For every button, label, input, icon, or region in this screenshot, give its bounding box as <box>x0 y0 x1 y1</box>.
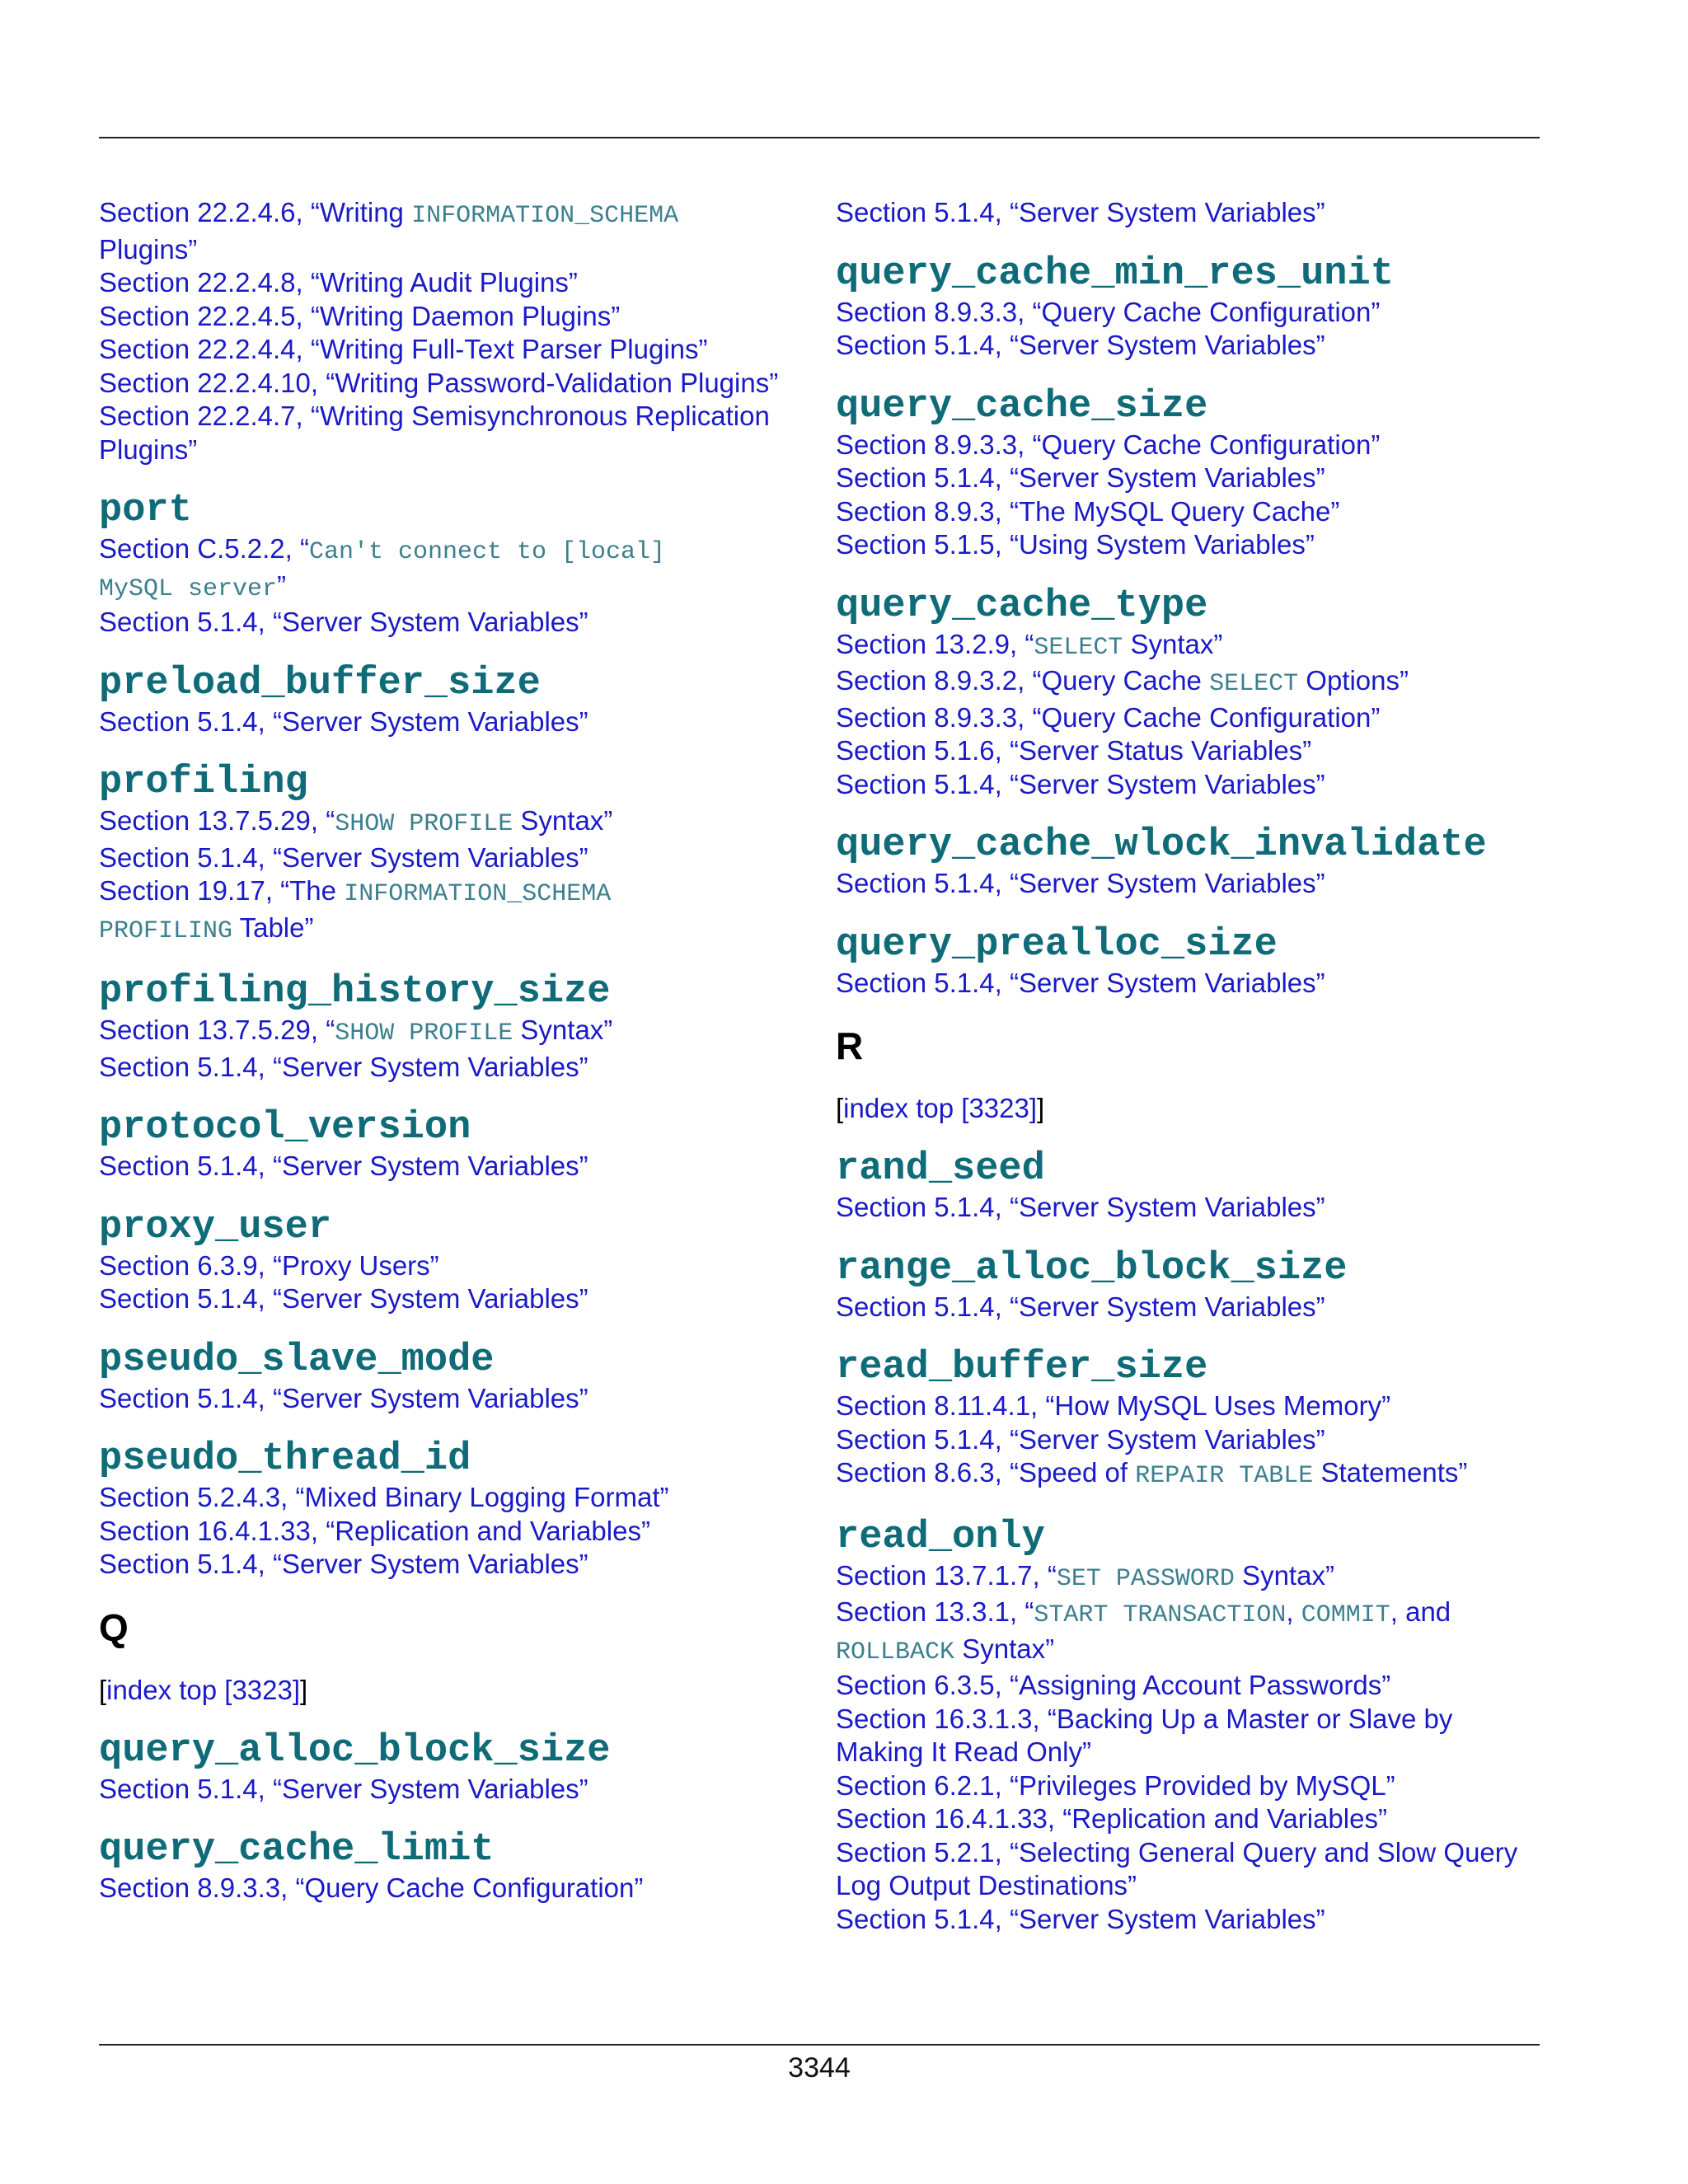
index-term: read_buffer_size <box>836 1346 1208 1390</box>
bracket-close: ] <box>1037 1093 1045 1123</box>
section-reference-link[interactable] <box>836 1669 1545 1703</box>
entries-after-q <box>99 1730 808 1905</box>
section-reference-link[interactable] <box>836 296 1545 330</box>
reference-text: Making It Read Only” <box>836 1736 1091 1767</box>
reference-text: Section 13.7.5.29, “ <box>99 1015 335 1045</box>
index-top-link-line <box>99 1674 808 1707</box>
reference-text: Section 5.1.4, “Server System Variables” <box>836 768 1325 799</box>
index-entry <box>99 1438 808 1582</box>
section-reference-link[interactable] <box>99 196 808 233</box>
section-reference-link[interactable] <box>99 1051 808 1085</box>
reference-text: Section 5.1.4, “Server System Variables” <box>836 868 1325 898</box>
index-top-link[interactable]: index top [3323] <box>106 1674 301 1705</box>
section-reference-link[interactable] <box>836 1836 1545 1870</box>
section-reference-link[interactable] <box>836 462 1545 495</box>
reference-text: Table” <box>232 912 314 943</box>
section-reference-link[interactable] <box>836 1596 1545 1633</box>
reference-text: Section 22.2.4.4, “Writing Full-Text Parser Plugins” <box>99 334 708 364</box>
section-reference-link[interactable] <box>99 1515 808 1549</box>
code-literal: SHOW PROFILE <box>335 810 513 838</box>
letter-heading-r: R <box>836 1024 864 1067</box>
reference-text: Section 5.1.6, “Server Status Variables” <box>836 735 1312 766</box>
index-entry <box>836 1148 1545 1225</box>
reference-text: Syntax” <box>513 1015 613 1045</box>
reference-text: Section 5.1.4, “Server System Variables” <box>836 462 1325 493</box>
bracket-open: [ <box>99 1674 107 1705</box>
section-reference-link[interactable] <box>99 1872 808 1905</box>
reference-text: Section 6.2.1, “Privileges Provided by MySQL” <box>836 1769 1395 1801</box>
reference-text: Section 19.17, “The <box>99 875 345 906</box>
reference-text: Syntax” <box>513 805 613 836</box>
section-reference-link[interactable] <box>836 1456 1545 1493</box>
index-top-link[interactable]: index top [3323] <box>843 1093 1038 1123</box>
section-reference-link[interactable] <box>99 333 808 367</box>
reference-text: Section 5.1.4, “Server System Variables” <box>99 705 588 737</box>
index-entry <box>836 924 1545 1001</box>
reference-text: Section 22.2.4.10, “Writing Password-Validation Plugins” <box>99 367 779 398</box>
code-literal: Can't connect to [local] <box>308 538 666 566</box>
index-entry <box>836 386 1545 562</box>
reference-text: Section 22.2.4.5, “Writing Daemon Plugins” <box>99 300 621 331</box>
reference-text: Section 5.2.1, “Selecting General Query and Slow Query <box>836 1836 1518 1868</box>
section-reference-link[interactable] <box>99 266 808 300</box>
section-reference-link[interactable] <box>836 196 1545 230</box>
section-reference-link[interactable] <box>836 768 1545 802</box>
code-literal: COMMIT <box>1301 1601 1390 1629</box>
entries-before-r <box>836 253 1545 1001</box>
index-term: preload_buffer_size <box>99 661 541 705</box>
index-entry <box>99 971 808 1084</box>
index-entry <box>99 1107 808 1183</box>
reference-text: Section 8.9.3.3, “Query Cache Configuration” <box>836 429 1381 460</box>
code-literal: START TRANSACTION <box>1034 1601 1287 1629</box>
index-entry <box>836 1248 1545 1324</box>
index-entry <box>836 1347 1545 1493</box>
reference-text: Section 5.1.4, “Server System Variables” <box>99 1382 588 1413</box>
reference-text: , <box>1286 1596 1301 1627</box>
index-term: query_cache_min_res_unit <box>836 251 1394 296</box>
reference-text: Log Output Destinations” <box>836 1870 1137 1900</box>
code-literal: SELECT <box>1034 633 1123 662</box>
section-reference-link[interactable] <box>836 734 1545 768</box>
section-reference-link[interactable] <box>99 1249 808 1283</box>
reference-text: Section 5.1.4, “Server System Variables” <box>836 1903 1325 1934</box>
reference-text: Section 22.2.4.8, “Writing Audit Plugins” <box>99 267 578 298</box>
index-term: pseudo_slave_mode <box>99 1338 495 1382</box>
index-entry <box>836 1516 1545 1937</box>
index-term: range_alloc_block_size <box>836 1246 1348 1291</box>
reference-text: Syntax” <box>954 1633 1055 1664</box>
left-column <box>99 196 808 1905</box>
index-term: query_prealloc_size <box>836 922 1278 967</box>
reference-text: Section 8.11.4.1, “How MySQL Uses Memory” <box>836 1390 1391 1421</box>
section-reference-link[interactable] <box>836 1390 1545 1423</box>
reference-text: Section 5.1.4, “Server System Variables” <box>836 1423 1325 1455</box>
index-term: proxy_user <box>99 1205 332 1249</box>
index-top-link-line <box>836 1092 1545 1125</box>
reference-text: Section 5.1.4, “Server System Variables” <box>99 1051 588 1082</box>
code-literal: MySQL server <box>99 574 278 603</box>
reference-text: Section 16.4.1.33, “Replication and Variables” <box>836 1803 1387 1834</box>
reference-text: Statements” <box>1313 1457 1468 1488</box>
section-reference-link[interactable] <box>99 705 808 739</box>
reference-text: Section 8.9.3.3, “Query Cache Configuration” <box>836 701 1381 733</box>
section-reference-link[interactable] <box>99 300 808 334</box>
section-reference-link[interactable] <box>99 912 808 949</box>
section-reference-link[interactable] <box>99 1014 808 1051</box>
section-reference-link[interactable] <box>99 1382 808 1416</box>
reference-text: Section 5.2.4.3, “Mixed Binary Logging Format” <box>99 1482 669 1512</box>
reference-text: Syntax” <box>1234 1559 1334 1591</box>
code-literal: SET PASSWORD <box>1056 1564 1235 1593</box>
section-reference-link[interactable] <box>99 367 808 401</box>
index-entry <box>99 490 808 640</box>
section-reference-link[interactable] <box>836 1703 1545 1736</box>
index-term: read_only <box>836 1515 1045 1559</box>
reference-text: ” <box>277 569 287 601</box>
section-reference-link[interactable] <box>836 495 1545 529</box>
index-entry <box>99 1207 808 1316</box>
section-reference-link[interactable] <box>836 528 1545 562</box>
index-term: query_cache_wlock_invalidate <box>836 823 1487 867</box>
index-entry <box>836 585 1545 802</box>
index-entry <box>99 1730 808 1807</box>
reference-text: Section 13.2.9, “ <box>836 628 1034 659</box>
section-reference-link[interactable] <box>836 1903 1545 1937</box>
section-reference-link[interactable] <box>99 1150 808 1183</box>
reference-text: Section 8.6.3, “Speed of <box>836 1457 1136 1488</box>
reference-text: Section 16.3.1.3, “Backing Up a Master or Slave by <box>836 1703 1453 1734</box>
reference-text: Section 13.7.5.29, “ <box>99 805 335 836</box>
index-entry <box>836 824 1545 901</box>
reference-text: Syntax” <box>1123 628 1223 659</box>
index-term: query_alloc_block_size <box>99 1728 611 1773</box>
reference-text: Section 5.1.4, “Server System Variables” <box>836 197 1325 227</box>
reference-text: Section 16.4.1.33, “Replication and Variables” <box>99 1515 650 1546</box>
section-reference-link[interactable] <box>99 532 808 569</box>
index-entry <box>99 1339 808 1416</box>
continued-refs <box>99 196 808 466</box>
index-term: query_cache_type <box>836 583 1208 628</box>
reference-text: Section 22.2.4.7, “Writing Semisynchronous Replication <box>99 401 770 431</box>
reference-text: Section 13.3.1, “ <box>836 1596 1034 1627</box>
index-term: query_cache_limit <box>99 1828 495 1872</box>
reference-text: Section 8.9.3.3, “Query Cache Configuration” <box>836 296 1381 327</box>
section-reference-link[interactable] <box>99 1548 808 1582</box>
reference-text: Section 5.1.4, “Server System Variables” <box>99 841 588 873</box>
section-reference-link[interactable] <box>99 434 808 467</box>
section-reference-link[interactable] <box>836 329 1545 363</box>
index-term: query_cache_size <box>836 384 1208 429</box>
code-literal: ROLLBACK <box>836 1638 955 1666</box>
section-reference-link[interactable] <box>99 1481 808 1515</box>
section-reference-link[interactable] <box>99 804 808 841</box>
section-reference-link[interactable] <box>99 233 808 267</box>
reference-text: Section 5.1.4, “Server System Variables” <box>99 607 588 637</box>
section-reference-link[interactable] <box>99 606 808 640</box>
code-literal: SELECT <box>1209 670 1299 698</box>
reference-text: Section 5.1.4, “Server System Variables” <box>99 1773 588 1804</box>
index-entry <box>99 663 808 739</box>
reference-text: Options” <box>1298 665 1409 696</box>
section-reference-link[interactable] <box>836 429 1545 462</box>
section-reference-link[interactable] <box>99 841 808 875</box>
section-reference-link[interactable] <box>836 664 1545 701</box>
code-literal: INFORMATION_SCHEMA <box>411 202 679 230</box>
reference-text: Section 8.9.3.2, “Query Cache <box>836 665 1210 696</box>
code-literal: INFORMATION_SCHEMA <box>344 880 612 908</box>
section-reference-link[interactable] <box>836 1633 1545 1670</box>
reference-text: Section 22.2.4.6, “Writing <box>99 197 412 227</box>
reference-text: Section 6.3.9, “Proxy Users” <box>99 1249 439 1281</box>
page-number: 3344 <box>788 2052 851 2083</box>
reference-text: , and <box>1390 1596 1451 1627</box>
section-reference-link[interactable] <box>836 701 1545 735</box>
section-reference-link[interactable] <box>836 967 1545 1001</box>
section-reference-link[interactable] <box>99 569 808 607</box>
reference-text: Section 5.1.4, “Server System Variables” <box>99 1283 588 1314</box>
section-reference-link[interactable] <box>99 1773 808 1807</box>
reference-text: Plugins” <box>99 233 198 265</box>
right-column <box>836 196 1545 1936</box>
index-entry <box>836 253 1545 363</box>
bracket-open: [ <box>836 1093 844 1123</box>
reference-text: Section 5.1.4, “Server System Variables” <box>836 1291 1325 1322</box>
reference-text: Section 5.1.4, “Server System Variables” <box>836 967 1325 998</box>
section-reference-link[interactable] <box>836 867 1545 901</box>
reference-text: Plugins” <box>99 434 198 465</box>
index-entry <box>99 1829 808 1905</box>
section-reference-link[interactable] <box>836 1423 1545 1457</box>
reference-text: Section 8.9.3, “The MySQL Query Cache” <box>836 495 1340 527</box>
section-reference-link[interactable] <box>99 874 808 912</box>
reference-text: Section 8.9.3.3, “Query Cache Configuration” <box>99 1872 644 1903</box>
footer-rule <box>99 2044 1540 2046</box>
reference-text: Section 5.1.4, “Server System Variables” <box>836 1192 1325 1222</box>
entries-before-q <box>99 490 808 1582</box>
continued-refs <box>836 196 1545 230</box>
index-term: port <box>99 489 192 532</box>
letter-heading-q: Q <box>99 1605 129 1649</box>
index-term: protocol_version <box>99 1106 471 1150</box>
section-reference-link[interactable] <box>836 1559 1545 1596</box>
reference-text: Section C.5.2.2, “ <box>99 533 309 564</box>
section-reference-link[interactable] <box>836 1291 1545 1324</box>
reference-text: Section 5.1.4, “Server System Variables” <box>99 1151 588 1181</box>
reference-text: Section 5.1.4, “Server System Variables” <box>836 330 1325 360</box>
bracket-close: ] <box>300 1674 308 1705</box>
section-reference-link[interactable] <box>836 1802 1545 1836</box>
code-literal: SHOW PROFILE <box>335 1019 513 1047</box>
index-term: profiling_history_size <box>99 970 611 1014</box>
reference-text: Section 5.1.4, “Server System Variables” <box>99 1549 588 1579</box>
section-reference-link[interactable] <box>99 400 808 434</box>
section-reference-link[interactable] <box>836 1736 1545 1769</box>
code-literal: REPAIR TABLE <box>1135 1462 1314 1490</box>
index-term: rand_seed <box>836 1147 1045 1191</box>
entries-after-r <box>836 1148 1545 1936</box>
section-reference-link[interactable] <box>836 1769 1545 1803</box>
header-rule <box>99 137 1540 138</box>
reference-text: Section 6.3.5, “Assigning Account Passwords” <box>836 1670 1391 1700</box>
section-reference-link[interactable] <box>836 1191 1545 1225</box>
section-reference-link[interactable] <box>836 1869 1545 1903</box>
code-literal: PROFILING <box>99 916 233 945</box>
section-reference-link[interactable] <box>99 1282 808 1316</box>
index-entry <box>99 762 808 948</box>
index-term: pseudo_thread_id <box>99 1437 471 1481</box>
index-term: profiling <box>99 761 308 804</box>
reference-text: Section 13.7.1.7, “ <box>836 1559 1057 1591</box>
reference-text: Section 5.1.5, “Using System Variables” <box>836 529 1315 560</box>
section-reference-link[interactable] <box>836 628 1545 665</box>
